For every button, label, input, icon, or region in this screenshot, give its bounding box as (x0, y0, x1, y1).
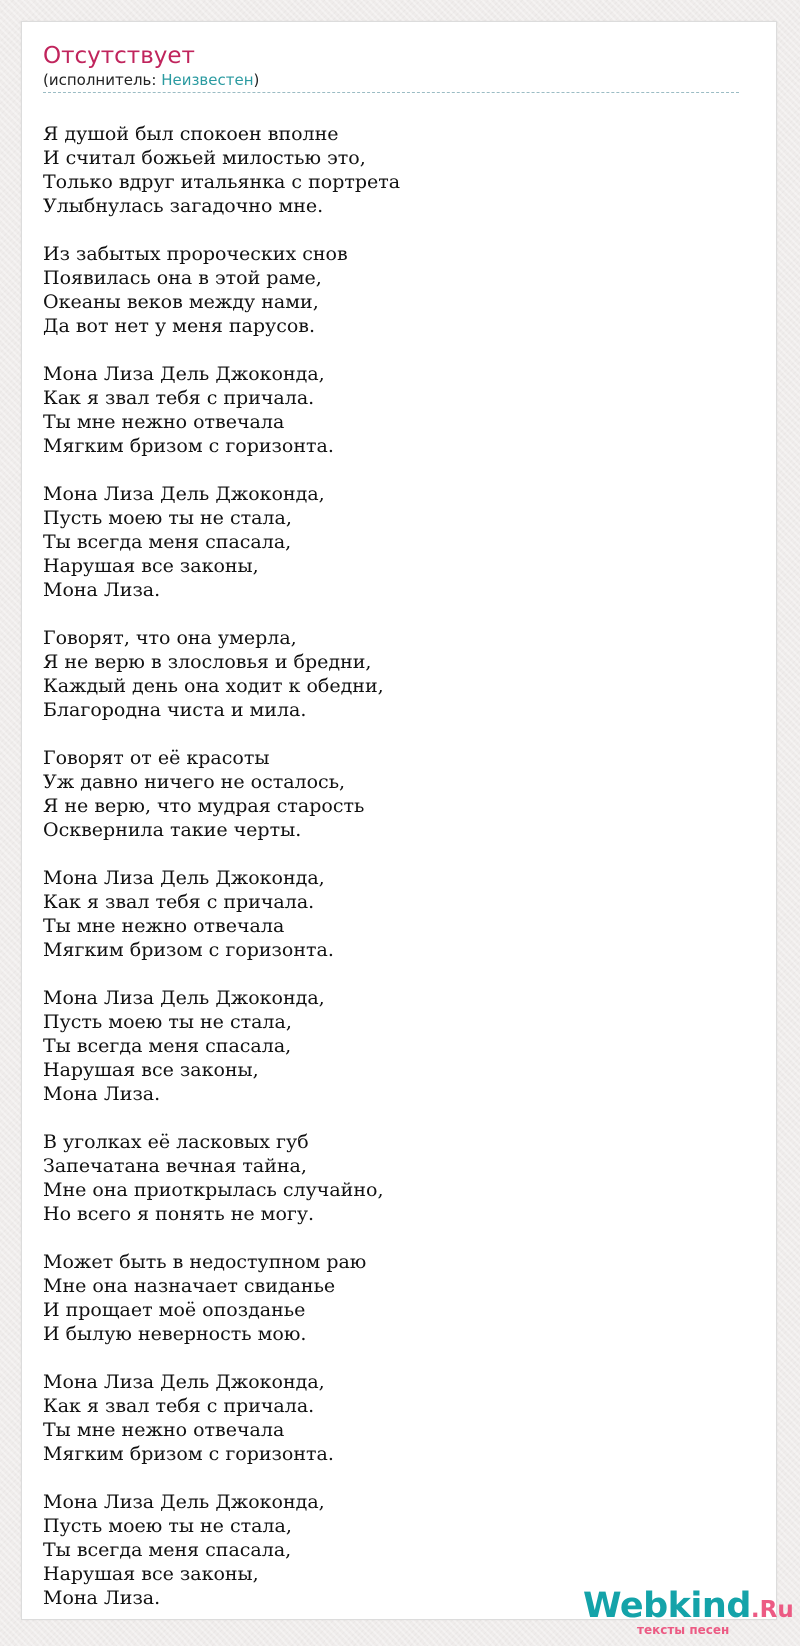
lyric-line: Я не верю в злословья и бредни, (43, 651, 372, 673)
stanza (43, 1370, 733, 1466)
stanza (43, 242, 733, 338)
song-title: Отсутствует (43, 43, 195, 69)
lyric-line: Ты мне нежно отвечала (43, 915, 285, 937)
stanza (43, 1250, 733, 1346)
lyric-line: Ты мне нежно отвечала (43, 1419, 285, 1441)
lyric-line: Нарушая все законы, (43, 555, 259, 577)
lyric-line: Мягким бризом с горизонта. (43, 435, 334, 457)
lyric-line: Из забытых пророческих снов (43, 243, 348, 265)
lyric-line: Пусть моею ты не стала, (43, 1011, 292, 1033)
artist-line (43, 70, 739, 93)
stanza (43, 122, 733, 218)
lyric-line: Нарушая все законы, (43, 1563, 259, 1585)
lyric-line: Пусть моею ты не стала, (43, 1515, 292, 1537)
lyric-line: Но всего я понять не могу. (43, 1203, 315, 1225)
lyric-line: Я душой был спокоен вполне (43, 123, 339, 145)
lyric-line: Мона Лиза Дель Джоконда, (43, 1371, 325, 1393)
lyric-line: Говорят, что она умерла, (43, 627, 297, 649)
lyric-line: Запечатана вечная тайна, (43, 1155, 307, 1177)
lyric-line: Океаны веков между нами, (43, 291, 319, 313)
lyric-line: Я не верю, что мудрая старость (43, 795, 365, 817)
lyric-line: Ты мне нежно отвечала (43, 411, 285, 433)
lyric-line: Да вот нет у меня парусов. (43, 315, 316, 337)
lyric-line: Мона Лиза Дель Джоконда, (43, 483, 325, 505)
stanza (43, 362, 733, 458)
lyric-line: Мона Лиза Дель Джоконда, (43, 363, 325, 385)
stanza (43, 986, 733, 1106)
lyric-line: Мона Лиза. (43, 1083, 161, 1105)
lyric-line: Улыбнулась загадочно мне. (43, 195, 324, 217)
lyric-line: Мне она приоткрылась случайно, (43, 1179, 384, 1201)
lyric-line: И считал божьей милостью это, (43, 147, 366, 169)
lyric-line: Осквернила такие черты. (43, 819, 302, 841)
stanza (43, 482, 733, 602)
lyric-line: Мягким бризом с горизонта. (43, 1443, 334, 1465)
lyric-line: Как я звал тебя с причала. (43, 387, 315, 409)
lyric-line: Мягким бризом с горизонта. (43, 939, 334, 961)
lyric-line: И былую неверность мою. (43, 1323, 307, 1345)
lyric-line: И прощает моё опозданье (43, 1299, 306, 1321)
lyric-line: Мона Лиза Дель Джоконда, (43, 987, 325, 1009)
lyric-line: Мона Лиза. (43, 1587, 161, 1609)
stanza (43, 746, 733, 842)
lyric-line: Мона Лиза Дель Джоконда, (43, 1491, 325, 1513)
lyric-line: Ты всегда меня спасала, (43, 531, 292, 553)
stanza (43, 866, 733, 962)
song-header (43, 42, 739, 93)
lyric-line: Мне она назначает свиданье (43, 1275, 336, 1297)
lyric-line: Появилась она в этой раме, (43, 267, 322, 289)
artist-prefix: (исполнитель: (43, 71, 162, 89)
lyrics-card (21, 21, 794, 1637)
lyric-line: Только вдруг итальянка с портрета (43, 171, 401, 193)
artist-suffix: ) (253, 71, 260, 89)
lyric-line: Пусть моею ты не стала, (43, 507, 292, 529)
lyric-line: Как я звал тебя с причала. (43, 1395, 315, 1417)
lyric-line: Как я звал тебя с причала. (43, 891, 315, 913)
stanza (43, 1130, 733, 1226)
lyric-line: Может быть в недоступном раю (43, 1251, 367, 1273)
lyric-line: В уголках её ласковых губ (43, 1131, 309, 1153)
webkind-logo[interactable] (583, 1586, 794, 1646)
lyric-line: Ты всегда меня спасала, (43, 1539, 292, 1561)
lyric-line: Нарушая все законы, (43, 1059, 259, 1081)
lyric-line: Мона Лиза Дель Джоконда, (43, 867, 325, 889)
lyric-line: Каждый день она ходит к обедни, (43, 675, 384, 697)
lyric-line: Говорят от её красоты (43, 747, 270, 769)
lyric-line: Ты всегда меня спасала, (43, 1035, 292, 1057)
lyric-line: Благородна чиста и мила. (43, 699, 307, 721)
artist-link[interactable]: Неизвестен (161, 71, 254, 89)
lyric-line: Уж давно ничего не осталось, (43, 771, 346, 793)
lyric-line: Мона Лиза. (43, 579, 161, 601)
logo-tagline: тексты песен (637, 1623, 730, 1637)
logo-main-text: Webkind (583, 1586, 751, 1626)
lyrics-text (43, 122, 733, 1634)
stanza (43, 626, 733, 722)
logo-tld: .Ru (750, 1597, 794, 1623)
